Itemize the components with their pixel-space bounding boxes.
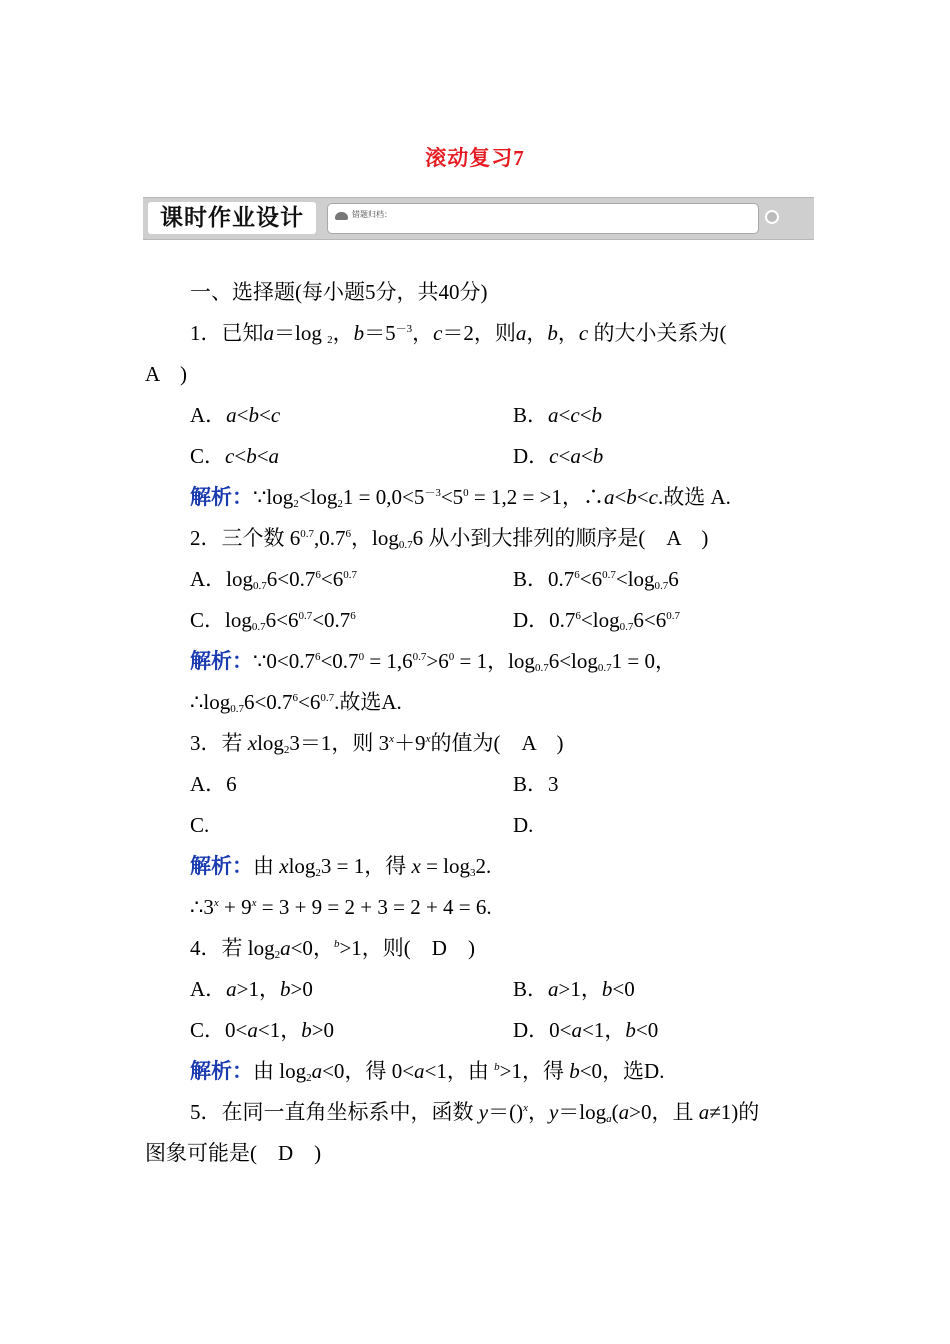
q2-solution-2: $\therefore\log_{0.7}6<0.7^6<6^{0.7}$.故选A. [190, 690, 402, 715]
q2-options-cd: C．$\log_{0.7}6<6^{0.7}<0.7^6$ D．$0.7^6<\log_{0.7}6<6^{0.7}$ [190, 608, 680, 633]
q3-stem: 3．若 xlog$_2$3＝1，则 $3^x+9^x$的值为( A ) [190, 731, 564, 756]
q3-options-cd: C. D. [190, 813, 534, 837]
q5-stem-cont: 图象可能是( D ) [145, 1141, 322, 1165]
q3-options-ab: A．6 B．3 [190, 772, 559, 796]
error-archive-label: 错题归档： [352, 210, 392, 219]
q1-answer: A ) [145, 362, 187, 386]
q4-options-ab: A．a>1，b>0 B．a>1，b<0 [190, 977, 635, 1001]
q4-solution: 解析：由 $\log_2a<0$，得 0<a<1，由 $^b$>1，得 b<0，选D. [190, 1059, 665, 1084]
error-archive-box [327, 203, 759, 234]
section-heading: 一、选择题(每小题5分，共40分) [190, 280, 488, 304]
q1-stem: 1．已知a＝log $_2$，$b=5^{-3}$，c＝2，则a，b，c 的大小关系为( [190, 321, 727, 346]
q4-options-cd: C．0<a<1，b>0 D．0<a<1，b<0 [190, 1018, 659, 1042]
homework-banner [143, 197, 814, 240]
q2-solution-1: 解析：$\because 0<0.7^6<0.7^0 = 1,6^{0.7}>6^0 = 1$，$\log_{0.7}6<\log_{0.7}1 = 0$， [190, 649, 676, 674]
q2-options-ab: A．$\log_{0.7}6<0.7^6<6^{0.7}$ B．$0.7^6<6^{0.7}<\log_{0.7}6$ [190, 567, 679, 592]
q1-options-cd: C．c<b<a D．c<a<b [190, 444, 604, 468]
gear-icon [765, 210, 779, 224]
cloud-icon [335, 212, 348, 220]
page-title: 滚动复习7 [425, 146, 525, 170]
q4-stem: 4．若 $\log_2a<0$，$^b$>1，则( D ) [190, 936, 475, 961]
q5-stem: 5．在同一直角坐标系中，函数 y＝()$^x$，$y=\log_a(a>0$，且 a≠1)的 [190, 1100, 760, 1125]
q3-solution-1: 解析：由 xlog$_2$3 = 1，得 $x = \log_32$. [190, 854, 492, 879]
q3-solution-2: $\therefore 3^x + 9^x = 3 + 9 = 2 + 3 = 2 + 4 = 6$. [190, 895, 492, 919]
q2-stem: 2．三个数 $6^{0.7},0.7^6$，$\log_{0.7}6$ 从小到大排列的顺序是( A ) [190, 526, 709, 551]
q1-options-ab: A．a<b<c B．a<c<b [190, 403, 603, 427]
q1-solution: 解析：$\because\log_2<\log_21 = 0,0<5^{-3}<5^0 = 1,2 = >1$，∴a<b<c.故选 A. [190, 485, 731, 510]
banner-label: 课时作业设计 [148, 202, 316, 234]
